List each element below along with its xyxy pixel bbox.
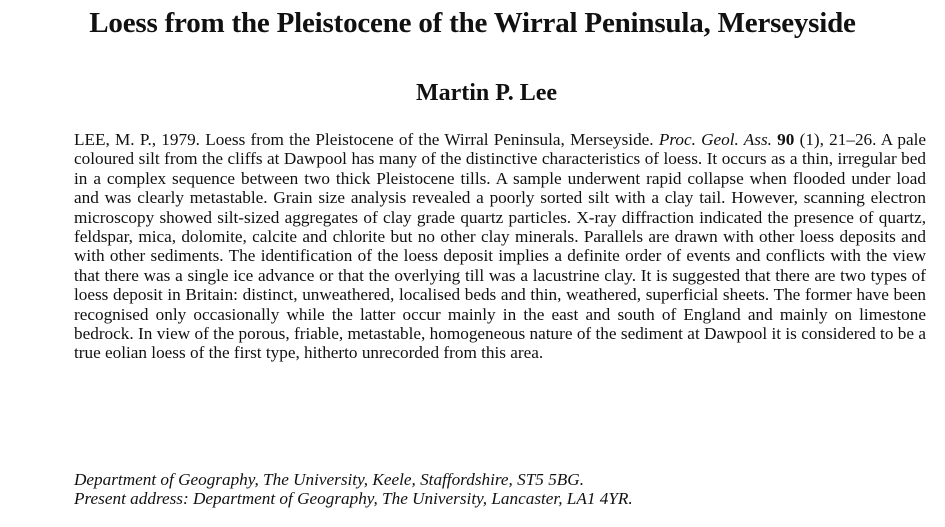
affiliation-department: Department of Geography, The University, Keele, Staffordshire, ST5 5BG. (74, 470, 584, 489)
journal-volume: 90 (777, 130, 795, 149)
journal-name: Proc. Geol. Ass. (658, 130, 772, 149)
paper-author: Martin P. Lee (415, 80, 558, 106)
abstract-body: A pale coloured silt from the cliffs at Dawpool has many of the distinctive characteristics of loess. It occurs as a thin, irregular bed in a complex sequence between two thick Pleistocene tills. A sample underwent rapid collapse when flooded under load and was clearly metastable. Grain size analysis revealed a poorly sorted silt with a clay tail. However, scanning electron microscopy showed silt-sized aggregates of clay grade quartz particles. X-ray diffraction indicated the presence of quartz, feldspar, mica, dolomite, calcite and chlorite but no other clay minerals. Parallels are drawn with other loess deposits and with other sediments. The identification of the loess deposit implies a definite order of events and conflicts with the view that there was a single ice advance or that the overlying till was a lacustrine clay. It is suggested that there are two types of loess deposit in Britain: distinct, unweathered, localised beds and thin, weathered, superficial sheets. The former have been recognised only occasionally while the latter occur mainly in the east and south of England and mainly on limestone bedrock. In view of the porous, friable, metastable, homogeneous nature of the sediment at Dawpool it is considered to be a true eolian loess of the first type, hitherto unrecorded from this area. (74, 130, 927, 363)
journal-issue-pages: (1), 21–26. (799, 130, 877, 149)
abstract (74, 130, 926, 363)
abstract-citation-lead: LEE, M. P., 1979. Loess from the Pleistocene of the Wirral Peninsula, Merseyside. (74, 130, 654, 149)
affiliation-present-address: Present address: Department of Geography, The University, Lancaster, LA1 4YR. (74, 489, 633, 509)
paper-title: Loess from the Pleistocene of the Wirral Peninsula, Merseyside (89, 7, 856, 39)
affiliations (74, 470, 926, 509)
